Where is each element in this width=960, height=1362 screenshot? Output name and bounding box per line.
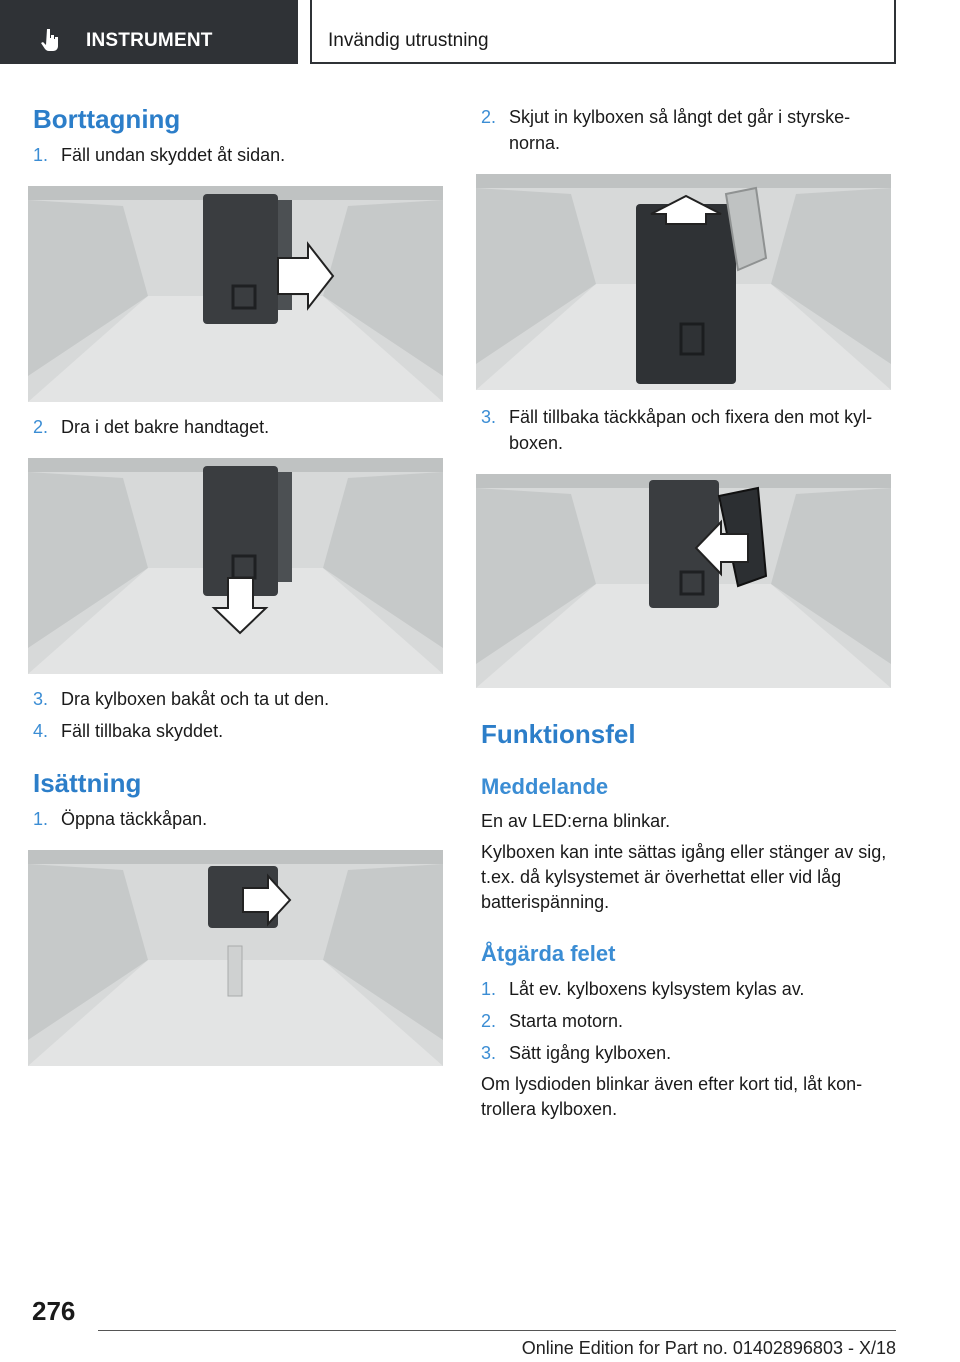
heading-meddelande: Meddelande [481,774,609,799]
figure-trunk-cover-fold [28,186,443,402]
fix-step-1: 1. Låt ev. kylboxens kylsystem kylas av. [481,979,805,999]
removal-step-4: 4. Fäll tillbaka skyddet. [33,721,224,741]
heading-isattning: Isättning [33,768,142,798]
heading-funktionsfel: Funktionsfel [481,719,636,749]
removal-step-1: 1. Fäll undan skyddet åt sidan. [33,145,286,165]
hand-pointer-icon [40,28,60,52]
message-paragraph-1: En av LED:erna blinkar. [481,811,671,831]
insert-step-1: 1. Öppna täckkåpan. [33,809,208,829]
fix-step-3: 3. Sätt igång kylboxen. [481,1043,672,1063]
removal-step-3: 3. Dra kylboxen bakåt och ta ut den. [33,689,330,709]
figure-slide-in-box [476,174,891,390]
header-chapter-box [310,0,896,64]
figure-close-cover [476,474,891,688]
chapter-title: Invändig utrustning [328,30,489,51]
heading-atgarda-felet: Åtgärda felet [481,941,616,966]
heading-borttagning: Borttagning [33,104,181,134]
insert-step-2: 2. Skjut in kylboxen så långt det går i styrske‐ norna. [481,107,851,153]
message-paragraph-2: Kylboxen kan inte sättas igång eller stänger av sig, t.ex. då kylsystemet är överhettat eller vid låg batterispänning. [481,842,887,912]
page-number: 276 [32,1296,76,1326]
removal-step-2: 2. Dra i det bakre handtaget. [33,417,270,437]
figure-pull-rear-handle [28,458,443,674]
footer-rule [98,1330,896,1331]
fix-step-2: 2. Starta motorn. [481,1011,624,1031]
footer-edition-text: Online Edition for Part no. 01402896803 - X/18 [521,1338,896,1358]
figure-open-cover [28,850,443,1066]
insert-step-3: 3. Fäll tillbaka täckkåpan och fixera den mot kyl‐ boxen. [481,407,873,453]
header-section-tab [0,0,298,64]
fix-note: Om lysdioden blinkar även efter kort tid, låt kon‐ trollera kylboxen. [481,1074,863,1119]
section-title: INSTRUMENT [86,30,213,51]
